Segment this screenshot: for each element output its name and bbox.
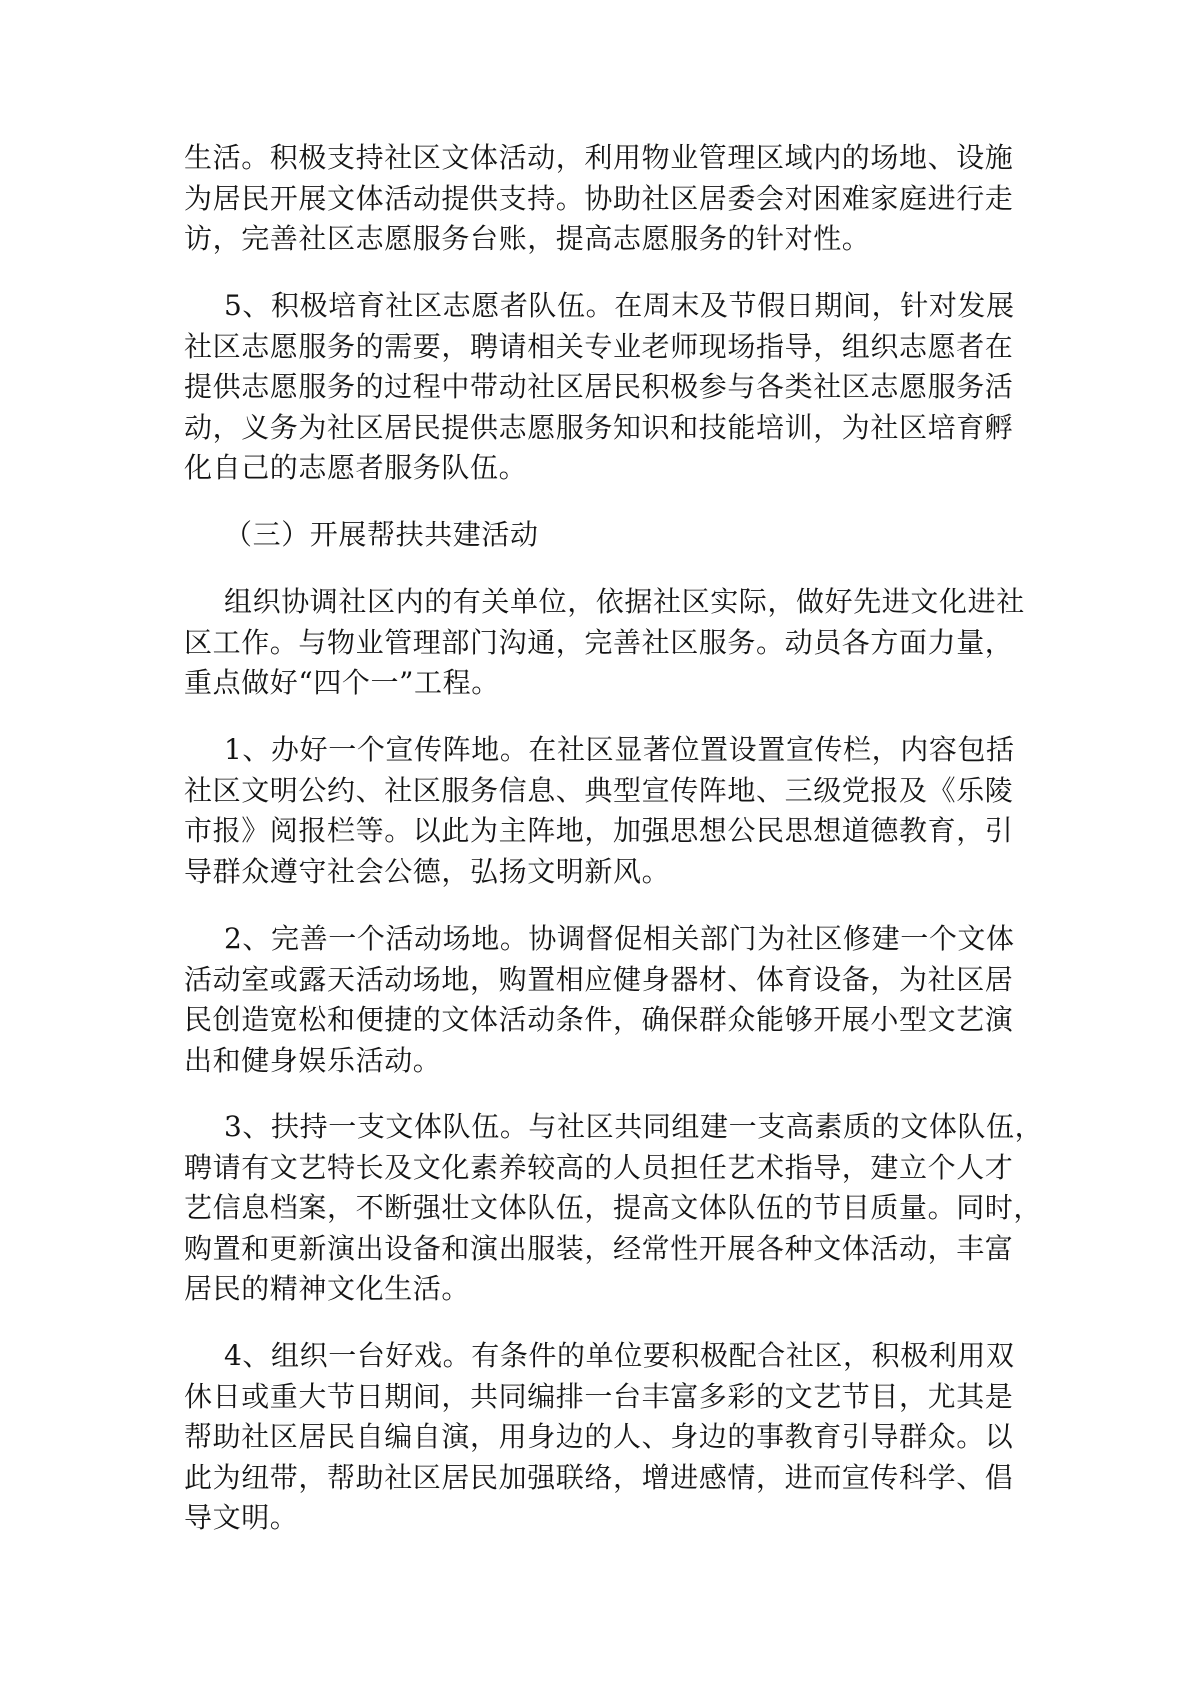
text-line: 居民的精神文化生活。 [184,1272,471,1305]
paragraph-item-5 [184,286,1044,489]
text-line: 组织协调社区内的有关单位，依据社区实际，做好先进文化进社 [224,585,1025,618]
section-heading [184,515,1044,556]
text-line: 社区志愿服务的需要，聘请相关专业老师现场指导，组织志愿者在 [184,329,1014,363]
text-line: 导文明。 [184,1501,299,1534]
text-line: 为居民开展文体活动提供支持。协助社区居委会对困难家庭进行走 [184,181,1014,215]
paragraph-continuation [184,138,1044,260]
text-line: 聘请有文艺特长及文化素养较高的人员担任艺术指导，建立个人才 [184,1150,1014,1184]
text-line: 市报》阅报栏等。以此为主阵地，加强思想公民思想道德教育，引 [184,814,1014,847]
paragraph-item-2 [184,919,1044,1081]
text-line: 动，义务为社区居民提供志愿服务知识和技能培训，为社区培育孵 [184,410,1014,444]
text-line: 活动室或露天活动场地，购置相应健身器材、体育设备，为社区居 [184,962,1014,996]
text-line: 民创造宽松和便捷的文体活动条件，确保群众能够开展小型文艺演 [184,1003,1014,1036]
paragraph-item-3 [184,1107,1044,1310]
paragraph-item-4 [184,1336,1044,1539]
paragraph-item-1 [184,730,1044,892]
text-line: 5、积极培育社区志愿者队伍。在周末及节假日期间，针对发展 [224,289,1015,322]
text-line: 此为纽带，帮助社区居民加强联络，增进感情，进而宣传科学、倡 [184,1460,1014,1494]
heading-text: （三）开展帮扶共建活动 [224,518,539,551]
text-line: 区工作。与物业管理部门沟通，完善社区服务。动员各方面力量， [184,625,1014,659]
text-line: 提供志愿服务的过程中带动社区居民积极参与各类社区志愿服务活 [184,370,1014,403]
text-line: 艺信息档案，不断强壮文体队伍，提高文体队伍的节目质量。同时， [184,1191,1043,1224]
text-line: 3、扶持一支文体队伍。与社区共同组建一支高素质的文体队伍， [224,1110,1044,1143]
text-line: 4、组织一台好戏。有条件的单位要积极配合社区，积极利用双 [224,1339,1015,1372]
text-line: 1、办好一个宣传阵地。在社区显著位置设置宣传栏，内容包括 [224,733,1015,766]
text-line: 访，完善社区志愿服务台账，提高志愿服务的针对性。 [184,222,871,255]
text-line: 社区文明公约、社区服务信息、典型宣传阵地、三级党报及《乐陵 [184,773,1014,807]
text-line: 重点做好“四个一”工程。 [184,666,500,699]
text-line: 生活。积极支持社区文体活动，利用物业管理区域内的场地、设施 [184,141,1014,174]
text-line: 帮助社区居民自编自演，用身边的人、身边的事教育引导群众。以 [184,1420,1014,1453]
text-line: 休日或重大节日期间，共同编排一台丰富多彩的文艺节目，尤其是 [184,1379,1014,1413]
text-line: 出和健身娱乐活动。 [184,1043,442,1077]
paragraph-intro [184,582,1044,704]
text-line: 购置和更新演出设备和演出服装，经常性开展各种文体活动，丰富 [184,1231,1014,1265]
text-line: 导群众遵守社会公德，弘扬文明新风。 [184,854,671,888]
text-line: 2、完善一个活动场地。协调督促相关部门为社区修建一个文体 [224,922,1015,955]
text-line: 化自己的志愿者服务队伍。 [184,451,528,484]
